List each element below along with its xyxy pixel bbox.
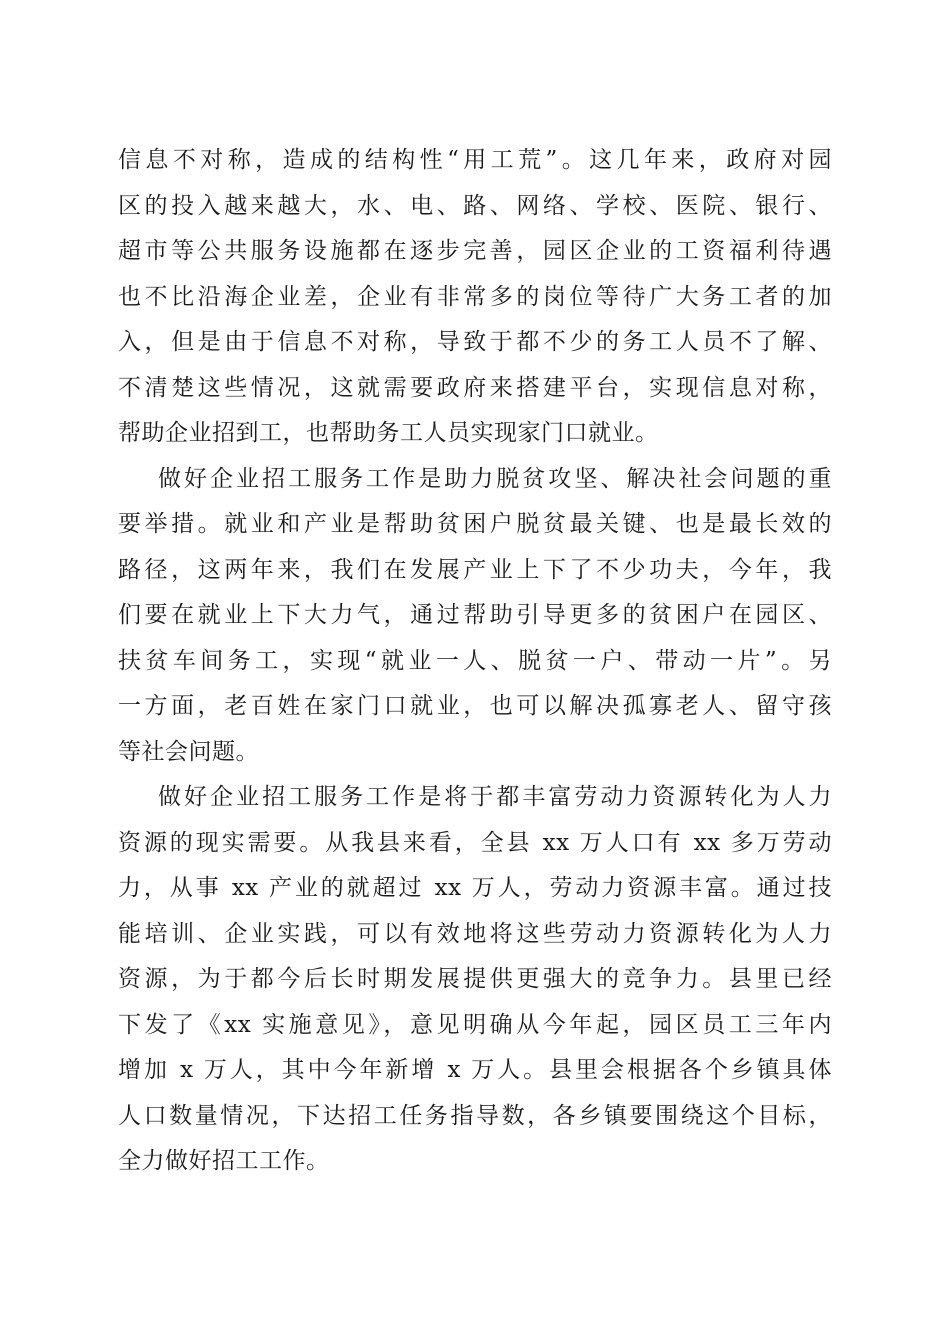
text-line: 做好企业招工服务工作是助力脱贫攻坚、解决社会问题的重: [158, 465, 832, 492]
text-line: 信息不对称，造成的结构性“用工荒”。这几年来，政府对园: [118, 147, 832, 173]
document-body: [118, 138, 832, 1185]
text-line: 增加 x 万人，其中今年新增 x 万人。县里会根据各个乡镇具体: [118, 1057, 832, 1083]
text-line: 不清楚这些情况，这就需要政府来搭建平台，实现信息对称，: [118, 374, 832, 401]
paragraph-1: [118, 138, 832, 457]
text-line: 区的投入越来越大，水、电、路、网络、学校、医院、银行、: [118, 192, 832, 219]
text-line: 扶贫车间务工，实现“就业一人、脱贫一户、带动一片”。另: [118, 647, 832, 674]
paragraph-3: [118, 775, 832, 1185]
text-line: 一方面，老百姓在家门口就业，也可以解决孤寡老人、留守孩: [118, 693, 832, 719]
text-line: 资源的现实需要。从我县来看，全县 xx 万人口有 xx 多万劳动: [118, 829, 832, 856]
text-line: 超市等公共服务设施都在逐步完善，园区企业的工资福利待遇: [118, 238, 832, 264]
text-line: 等社会问题。: [118, 738, 259, 765]
text-line: 下发了《xx 实施意见》，意见明确从今年起，园区员工三年内: [118, 1011, 832, 1038]
paragraph-2: [118, 457, 832, 776]
text-line: 人口数量情况，下达招工任务指导数，各乡镇要围绕这个目标，: [118, 1102, 832, 1129]
text-line: 资源，为于都今后长时期发展提供更强大的竞争力。县里已经: [118, 966, 832, 992]
text-line: 力，从事 xx 产业的就超过 xx 万人，劳动力资源丰富。通过技: [118, 875, 832, 901]
text-line: 能培训、企业实践，可以有效地将这些劳动力资源转化为人力: [118, 920, 832, 947]
text-line: 们要在就业上下大力气，通过帮助引导更多的贫困户在园区、: [118, 602, 832, 628]
text-line: 入，但是由于信息不对称，导致于都不少的务工人员不了解、: [118, 329, 832, 355]
text-line: 做好企业招工服务工作是将于都丰富劳动力资源转化为人力: [158, 784, 832, 810]
text-line: 要举措。就业和产业是帮助贫困户脱贫最关键、也是最长效的: [118, 511, 832, 537]
text-line: 帮助企业招到工，也帮助务工人员实现家门口就业。: [118, 420, 659, 446]
text-line: 也不比沿海企业差，企业有非常多的岗位等待广大务工者的加: [118, 283, 832, 310]
text-line: 全力做好招工工作。: [118, 1148, 330, 1174]
text-line: 路径，这两年来，我们在发展产业上下了不少功夫，今年，我: [118, 556, 832, 583]
